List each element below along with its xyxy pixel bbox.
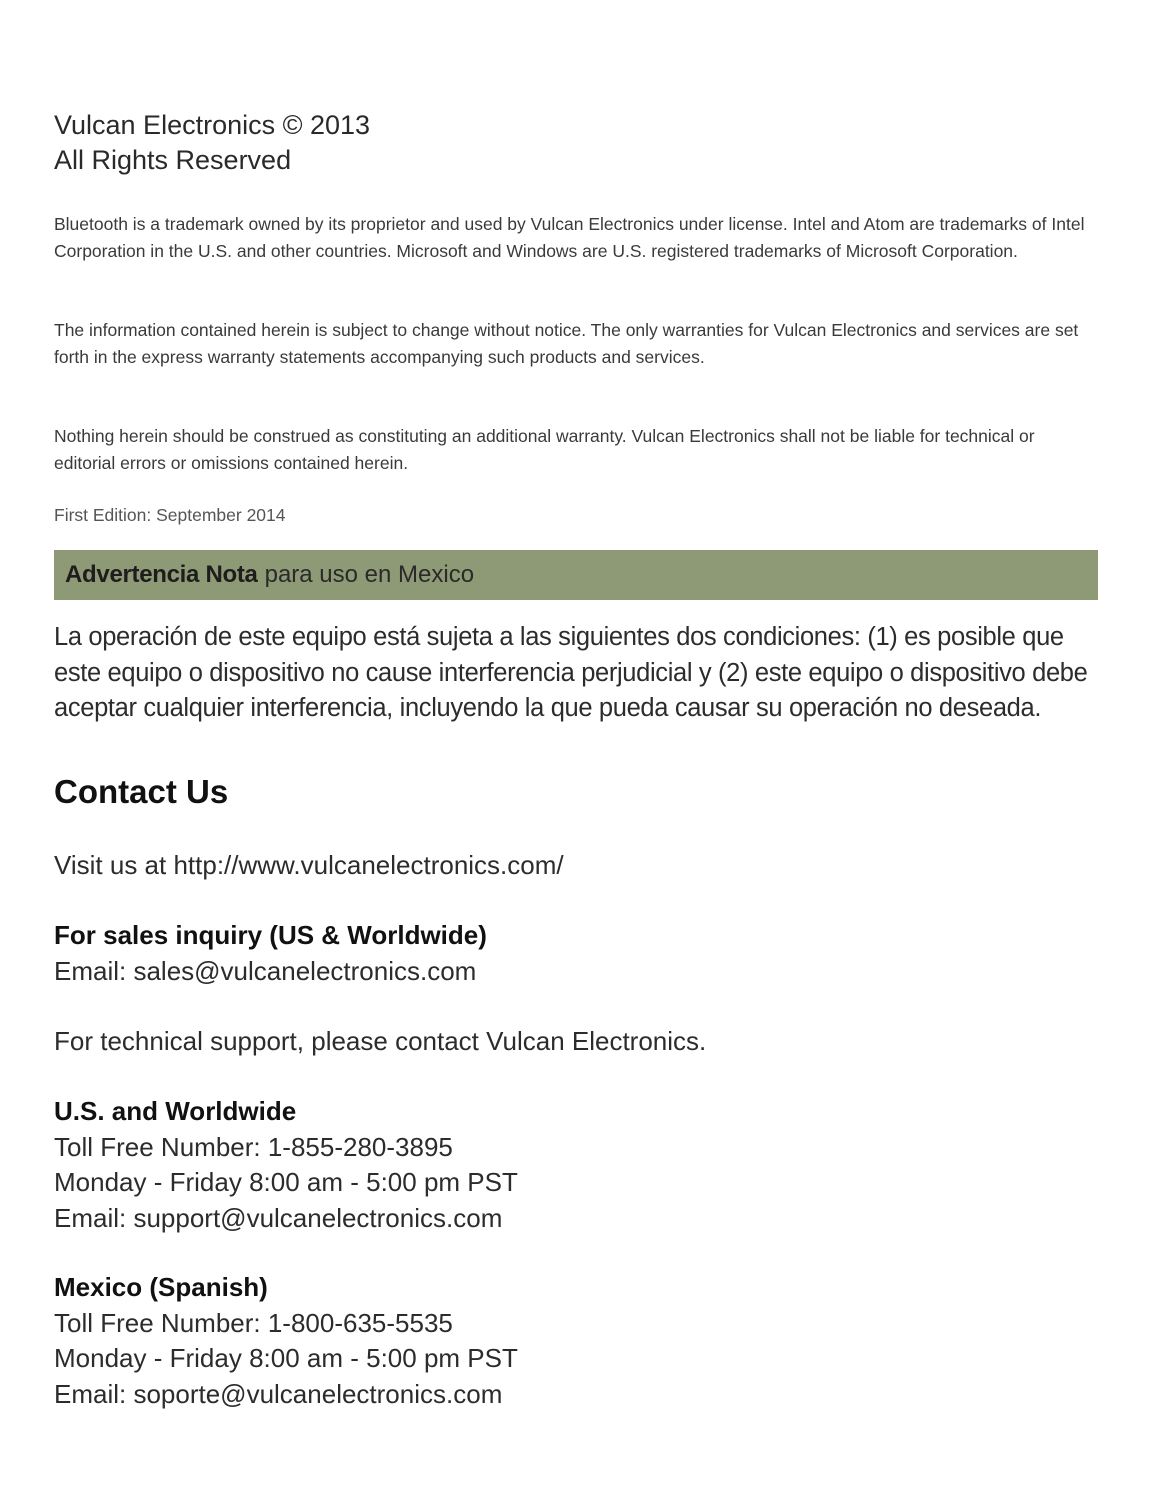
mexico-block: [54, 1270, 518, 1412]
edition-line: First Edition: September 2014: [54, 505, 286, 525]
tech-support-line: For technical support, please contact Vulcan Electronics.: [54, 1026, 707, 1056]
sales-email[interactable]: Email: sales@vulcanelectronics.com: [54, 955, 477, 986]
us-phone[interactable]: Toll Free Number: 1-855-280-3895: [54, 1131, 453, 1162]
copyright-block: [54, 108, 370, 178]
contact-heading: Contact Us: [54, 773, 229, 810]
mexico-hours: Monday - Friday 8:00 am - 5:00 pm PST: [54, 1343, 518, 1373]
trademark-paragraph: Bluetooth is a trademark owned by its proprietor and used by Vulcan Electronics under license. Intel and Atom are trademarks of Intel Corporation in the U.S. and other countries. Microsoft and Windows are U.S. registered trademarks of Microsoft Corporation.: [54, 214, 1085, 261]
sales-heading: For sales inquiry (US & Worldwide): [54, 920, 487, 950]
notice-title-bold: Advertencia Nota: [65, 561, 258, 588]
notice-title-rest: para uso en Mexico: [264, 561, 475, 588]
us-worldwide-block: [54, 1094, 518, 1236]
rights-line: All Rights Reserved: [54, 145, 292, 175]
us-email[interactable]: Email: support@vulcanelectronics.com: [54, 1202, 503, 1233]
tech-support-block: [54, 1024, 706, 1060]
notice-banner: [54, 550, 1098, 600]
visit-line: [54, 847, 564, 883]
visit-prefix: Visit us at: [54, 850, 174, 880]
sales-block: [54, 918, 487, 989]
mexico-heading: Mexico (Spanish): [54, 1272, 268, 1302]
notice-body: La operación de este equipo está sujeta a las siguientes dos condiciones: (1) es posible que este equipo o dispositivo no cause interferencia perjudicial y (2) este equipo o dispositivo debe aceptar cualquier interferencia, incluyendo la que pueda causar su operación no deseada.: [54, 623, 1088, 722]
us-hours: Monday - Friday 8:00 am - 5:00 pm PST: [54, 1167, 518, 1197]
website-link[interactable]: http://www.vulcanelectronics.com/: [173, 850, 564, 880]
warranty-paragraph: Nothing herein should be construed as constituting an additional warranty. Vulcan Electronics shall not be liable for technical or editorial errors or omissions contained herein.: [54, 426, 1035, 473]
copyright-line: Vulcan Electronics © 2013: [54, 110, 371, 140]
mexico-email[interactable]: Email: soporte@vulcanelectronics.com: [54, 1378, 503, 1409]
us-worldwide-heading: U.S. and Worldwide: [54, 1096, 297, 1126]
information-paragraph: The information contained herein is subject to change without notice. The only warranties for Vulcan Electronics and services are set forth in the express warranty statements accompanying such products and services.: [54, 320, 1079, 367]
mexico-phone[interactable]: Toll Free Number: 1-800-635-5535: [54, 1307, 453, 1338]
